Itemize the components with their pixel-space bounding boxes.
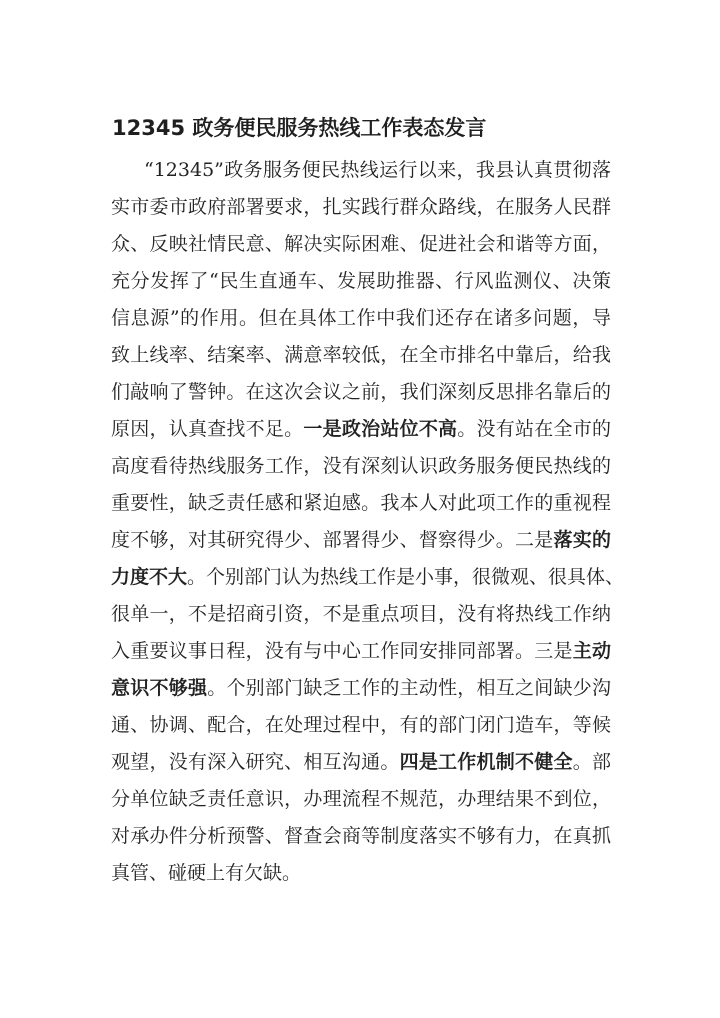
paragraph-text: 实市委市政府部署要求，扎实践行群众路线，在服务人民群 (111, 196, 611, 218)
paragraph-text: 高度看待热线服务工作，没有深刻认识政务服务便民热线的 (111, 455, 611, 477)
paragraph-line (111, 411, 611, 448)
paragraph-line (111, 189, 611, 226)
paragraph-line (111, 263, 611, 300)
paragraph-text: 重要性，缺乏责任感和紧迫感。我本人对此项工作的重视程 (111, 492, 611, 514)
paragraph-text: 观望，没有深入研究、相互沟通。 (111, 751, 400, 773)
paragraph-line (111, 374, 611, 411)
paragraph-line (111, 596, 611, 633)
bold-heading-text: 四是工作机制不健全 (399, 751, 573, 773)
paragraph-text: 致上线率、结案率、满意率较低，在全市排名中靠后，给我 (111, 344, 611, 366)
paragraph-text: 入重要议事日程，没有与中心工作同安排同部署。三是 (111, 640, 573, 662)
paragraph-text: 对承办件分析预警、督查会商等制度落实不够有力，在真抓 (111, 825, 611, 847)
paragraph-text: 众、反映社情民意、解决实际困难、促进社会和谐等方面， (111, 233, 611, 255)
paragraph-text: 分单位缺乏责任意识，办理流程不规范，办理结果不到位， (111, 788, 611, 810)
paragraph-text: 信息源”的作用。但在具体工作中我们还存在诸多问题，导 (111, 307, 611, 329)
paragraph-line (111, 855, 611, 892)
paragraph-text: 。没有站在全市的 (457, 418, 611, 440)
paragraph-line (111, 818, 611, 855)
bold-heading-text: 主动 (572, 640, 611, 662)
paragraph-line (111, 670, 611, 707)
paragraph-line (111, 559, 625, 596)
paragraph-text: 。个别部门认为热线工作是小事，很微观、很具体、 (187, 566, 625, 588)
paragraph-text: 。个别部门缺乏工作的主动性，相互之间缺少沟 (207, 677, 611, 699)
paragraph-text: 充分发挥了“民生直通车、发展助推器、行风监测仪、决策 (111, 270, 611, 292)
bold-heading-text: 落实的 (553, 529, 611, 551)
paragraph-line (111, 522, 611, 559)
paragraph-text: 们敲响了警钟。在这次会议之前，我们深刻反思排名靠后的 (111, 381, 611, 403)
bold-heading-text: 一是政治站位不高 (303, 418, 458, 440)
document-body (111, 152, 625, 892)
paragraph-line (111, 152, 611, 189)
paragraph-line (111, 707, 611, 744)
paragraph-line (111, 226, 611, 263)
document-title: 12345 政务便民服务热线工作表态发言 (112, 116, 487, 140)
paragraph-line (111, 337, 611, 374)
paragraph-line (111, 744, 611, 781)
paragraph-text: “12345”政务服务便民热线运行以来，我县认真贯彻落 (144, 159, 611, 181)
paragraph-text: 很单一，不是招商引资，不是重点项目，没有将热线工作纳 (111, 603, 611, 625)
paragraph-text: 通、协调、配合，在处理过程中，有的部门闭门造车，等候 (111, 714, 611, 736)
bold-heading-text: 意识不够强 (111, 677, 208, 699)
paragraph-line (111, 300, 611, 337)
paragraph-line (111, 448, 611, 485)
paragraph-text: 。部 (572, 751, 611, 773)
bold-heading-text: 力度不大 (111, 566, 188, 588)
paragraph-line (111, 633, 611, 670)
paragraph-text: 度不够，对其研究得少、部署得少、督察得少。二是 (111, 529, 554, 551)
paragraph-text: 真管、碰硬上有欠缺。 (111, 862, 302, 884)
paragraph-text: 原因，认真查找不足。 (111, 418, 304, 440)
paragraph-line (111, 781, 611, 818)
paragraph-line (111, 485, 611, 522)
